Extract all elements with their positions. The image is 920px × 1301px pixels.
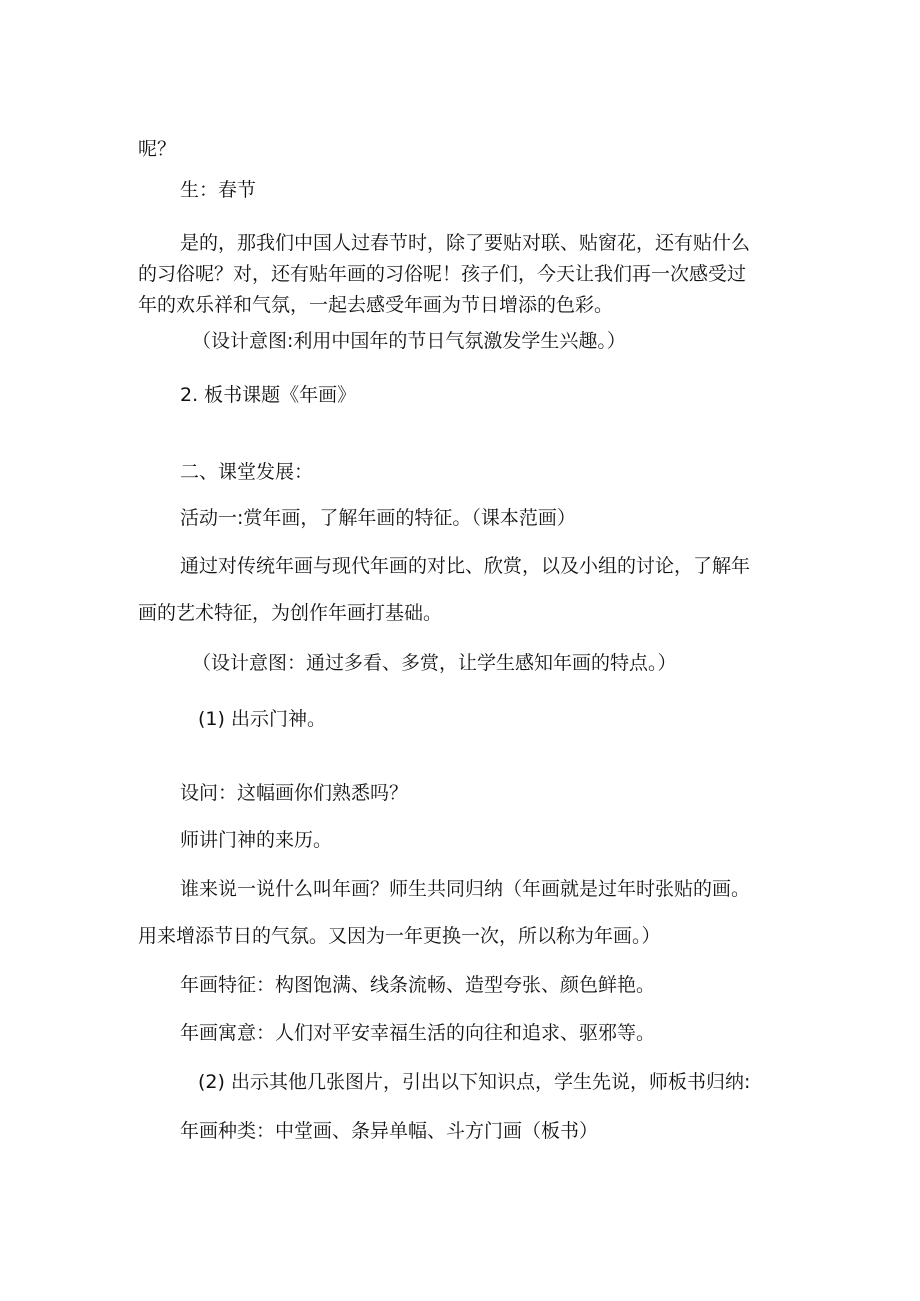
text-line: 谁来说一说什么叫年画？师生共同归纳（年画就是过年时张贴的画。 (180, 878, 751, 900)
text-line: 是的，那我们中国人过春节时，除了要贴对联、贴窗花，还有贴什么 (180, 232, 751, 254)
text-line: 年画寓意：人们对平安幸福生活的向往和追求、驱邪等。 (180, 1022, 656, 1044)
section-heading: 二、课堂发展： (180, 461, 314, 483)
text-line: 师讲门神的来历。 (180, 829, 333, 851)
text-line: 呢？ (138, 138, 177, 160)
text-line: 设问：这幅画你们熟悉吗？ (180, 782, 409, 804)
list-item: (2) 出示其他几张图片，引出以下知识点，学生先说，师板书归纳: (198, 1071, 751, 1093)
text-line: 用来增添节日的气氛。又因为一年更换一次，所以称为年画。） (138, 925, 661, 947)
text-line: 年画种类：中堂画、条异单幅、斗方门画（板书） (180, 1120, 599, 1142)
design-intent-note: （设计意图：通过多看、多赏，让学生感知年画的特点。） (192, 652, 677, 674)
text-line: 生：春节 (180, 179, 257, 201)
text-line: 通过对传统年画与现代年画的对比、欣赏，以及小组的讨论，了解年 (180, 555, 751, 577)
section-item: 2. 板书课题《年画》 (180, 384, 357, 406)
text-line: 画的艺术特征，为创作年画打基础。 (138, 602, 443, 624)
text-line: 年画特征：构图饱满、线条流畅、造型夸张、颜色鲜艳。 (180, 974, 656, 996)
text-line: 年的欢乐祥和气氛，一起去感受年画为节日增添的色彩。 (138, 294, 614, 316)
list-item: (1) 出示门神。 (198, 708, 326, 730)
design-intent-note: （设计意图:利用中国年的节日气氛激发学生兴趣。） (192, 330, 626, 352)
text-line: 的习俗呢？对，还有贴年画的习俗呢！孩子们，今天让我们再一次感受过 (138, 263, 747, 285)
text-line: 活动一:赏年画，了解年画的特征。（课本范画） (180, 507, 576, 529)
